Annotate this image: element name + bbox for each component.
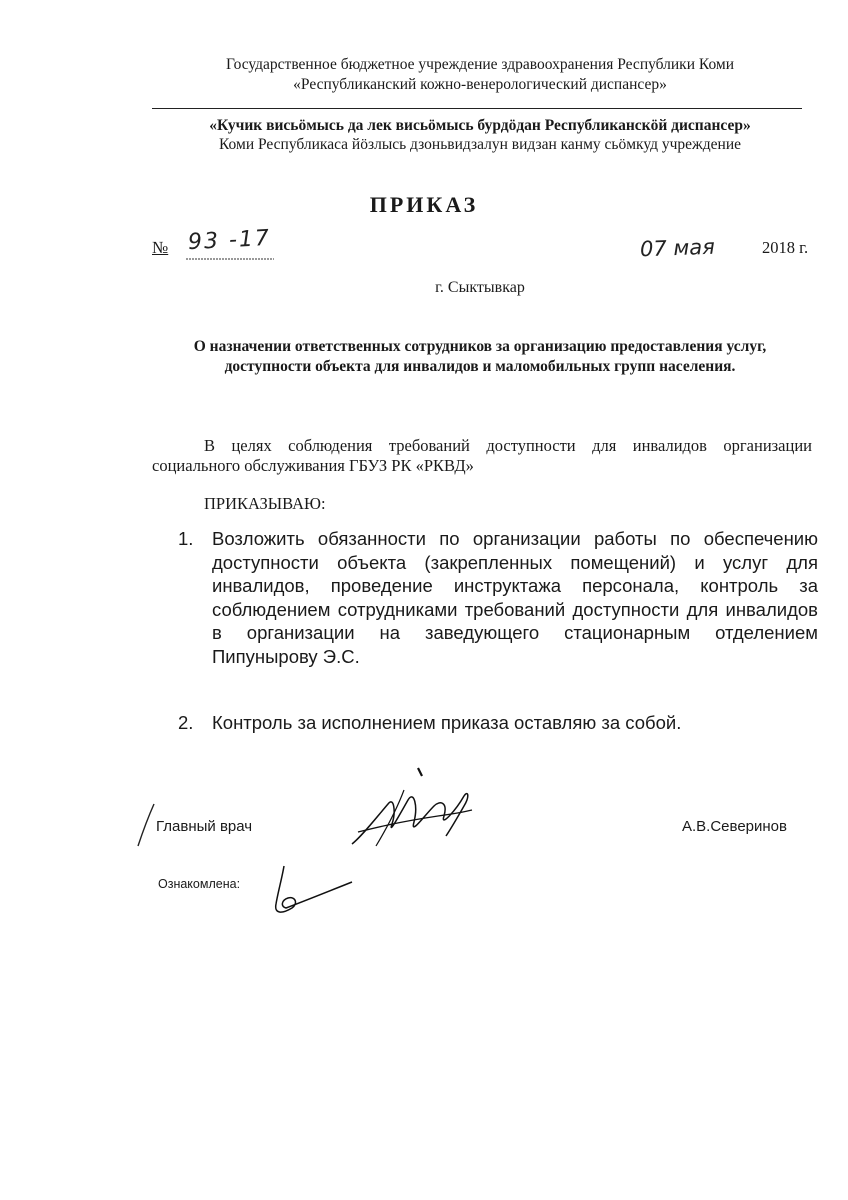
document-subject xyxy=(130,337,830,377)
subject-line2: доступности объекта для инвалидов и маломобильных групп населения. xyxy=(224,358,736,375)
order-item-text: Контроль за исполнением приказа оставляю за собой. xyxy=(212,712,682,733)
order-item-text: Возложить обязанности по организации работы по обеспечению доступности объекта (закрепленных помещений) и услуг для инвалидов, проведение инструктажа персонала, контроль за соблюдением сотрудниками требований доступности для инвалидов в организации на заведующего стационарным отделением Пипунырову Э.С. xyxy=(212,528,818,667)
acknowledgement-signature xyxy=(262,862,362,918)
order-item-number: 1. xyxy=(178,528,194,549)
subject-line1: О назначении ответственных сотрудников за организацию предоставления услуг, xyxy=(193,338,767,355)
header-org-komi-line1 xyxy=(120,116,840,136)
header-divider xyxy=(152,108,802,109)
order-item-2 xyxy=(178,711,818,735)
header-org-ru-line1: Государственное бюджетное учреждение здравоохранения Республики Коми xyxy=(225,56,735,73)
intro-paragraph: В целях соблюдения требований доступности для инвалидов организации социального обслуживания ГБУЗ РК «РКВД» xyxy=(152,436,812,475)
handwritten-date: 07 мая xyxy=(639,234,716,262)
handwritten-number: 93 -17 xyxy=(187,225,272,256)
document-title: ПРИКАЗ xyxy=(369,192,479,217)
order-word: ПРИКАЗЫВАЮ: xyxy=(204,494,326,513)
director-signature xyxy=(348,766,478,850)
date-year: 2018 г. xyxy=(762,238,809,257)
signature-position: Главный врач xyxy=(156,818,253,835)
header-org-ru-line2: «Республиканский кожно-венерологический диспансер» xyxy=(293,76,667,93)
number-sign: № xyxy=(152,238,169,257)
acknowledged-label: Ознакомлена: xyxy=(158,877,241,891)
order-item-number: 2. xyxy=(178,712,194,733)
header-org-komi-line2: Коми Республикаса йӧзлысь дзоньвидзалун видзан канму сьӧмкуд учреждение xyxy=(218,136,741,153)
number-underline xyxy=(186,256,276,262)
document-city: г. Сыктывкар xyxy=(435,279,525,296)
signatory-name: А.В.Северинов xyxy=(682,818,787,835)
header-org-komi-line1-text: «Кучик висьӧмысь да лек висьӧмысь бурдӧдан Республиканскӧй диспансер» xyxy=(209,117,751,134)
order-item-1 xyxy=(178,527,818,669)
